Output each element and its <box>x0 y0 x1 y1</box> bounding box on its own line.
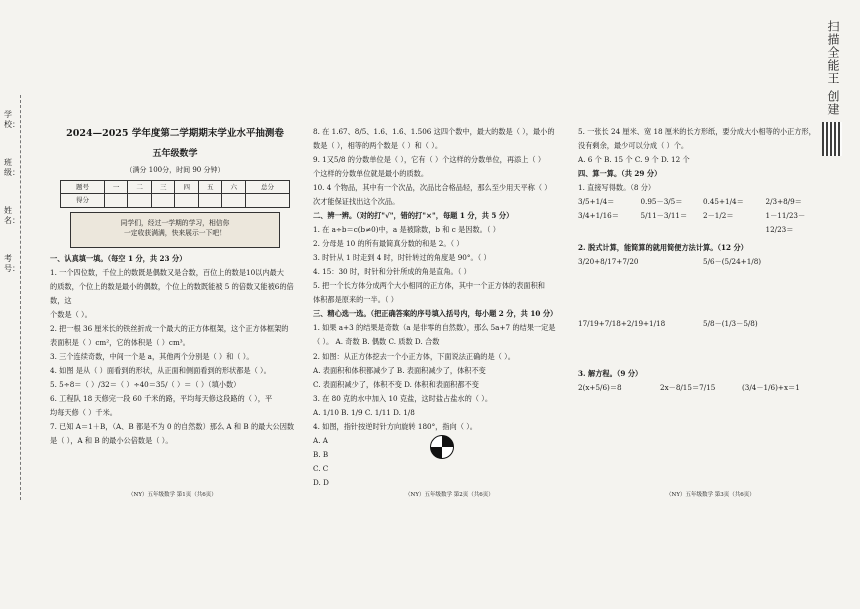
page-1-column <box>50 125 300 448</box>
question-line: A. A <box>313 435 328 445</box>
score-cell: 一 <box>104 180 128 194</box>
question-line: 8. 在 1.67、8/5、1.6、1.6̇、1.506 这四个数中，最大的数是（ ），最小的 <box>313 127 555 136</box>
question-line: 2. 把一根 36 厘米长的铁丝折成一个最大的正方体框架，这个正方体框架的 <box>50 324 289 334</box>
score-cell <box>104 194 128 208</box>
question-line: 10. 4 个物品，其中有一个次品，次品比合格品轻，那么至少用天平称（ ） <box>313 183 552 193</box>
question-line: 表面积是（ ）cm²，它的体积是（ ）cm³。 <box>50 338 190 348</box>
question-line: 三、精心选一选。（把正确答案的序号填入括号内，每小题 2 分，共 10 分） <box>313 309 558 319</box>
calc-item: 3/20+8/17+7/20 <box>578 257 639 267</box>
exam-title: 2024—2025 学年度第二学期期末学业水平抽测卷 <box>66 128 284 139</box>
direct-calc-grid <box>578 195 818 237</box>
equation-item: 2x－8/15＝7/15 <box>660 383 716 393</box>
page-footer: （NY）五年级数学 第3页（共6页） <box>666 492 755 498</box>
question-line: 个数是（ ）。 <box>50 310 92 320</box>
score-cell <box>222 194 246 208</box>
page-3-column <box>578 125 818 395</box>
question-line: C. 表面积减少了，体积不变 D. 体积和表面积都不变 <box>313 379 479 389</box>
id-label: 考号： <box>4 254 20 273</box>
question-list <box>313 125 558 490</box>
score-cell <box>128 194 152 208</box>
score-cell <box>246 194 290 208</box>
question-line: 一、认真填一填。（每空 1 分，共 23 分） <box>50 254 187 264</box>
question-line: 2. 如图：从正方体挖去一个小正方体，下面说法正确的是（ ）。 <box>313 351 515 361</box>
score-cell <box>175 194 199 208</box>
calc-item: 1－11/23－12/23＝ <box>765 211 806 235</box>
calc-item: 3/5+1/4＝ <box>578 197 615 207</box>
calc-item: 2/3+8/9＝ <box>765 197 802 207</box>
question-line: 数是（ ），相等的两个数是（ ）和（ ）。 <box>313 141 443 151</box>
question-line: 4. 15：30 时，时针和分针所成的角是直角。（ ） <box>313 267 471 277</box>
score-cell: 总分 <box>246 180 290 194</box>
question-line: （ ）。 A. 奇数 B. 偶数 C. 质数 D. 合数 <box>313 337 440 347</box>
binding-line <box>20 95 22 500</box>
question-line: 均每天修（ ）千米。 <box>50 408 117 418</box>
question-line: 7. 已知 A＝1＋B，（A、B 都是不为 0 的自然数）那么 A 和 B 的最大公因数 <box>50 422 295 432</box>
question-line: 1. 直接写得数。（8 分） <box>578 183 656 193</box>
class-label: 班级： <box>4 158 20 177</box>
question-line: 5. 把一个长方体分成两个大小相同的正方体，其中一个正方体的表面积和 <box>313 281 545 291</box>
question-line: 3. 在 80 克的水中加入 10 克盐，这时盐占盐水的（ ）。 <box>313 393 493 403</box>
question-line: 6. 工程队 18 天修完一段 60 千米的路，平均每天修这段路的（ ），平 <box>50 394 273 404</box>
question-list <box>578 125 818 195</box>
score-cell: 四 <box>175 180 199 194</box>
score-cell: 得分 <box>61 194 105 208</box>
question-line: A. 6 个 B. 15 个 C. 9 个 D. 12 个 <box>578 155 690 165</box>
question-line: C. C <box>313 463 329 473</box>
question-line: 二、辨一辨。（对的打"√"，错的打"×"，每题 1 分，共 5 分） <box>313 211 514 221</box>
page-footer: （NY）五年级数学 第2页（共6页） <box>405 492 494 498</box>
question-line: 4. 如图 是从（ ）面看到的形状，从正面和侧面看到的形状都是（ ）。 <box>50 366 271 376</box>
question-line: 没有剩余，最少可以分成（ ）个。 <box>578 141 689 151</box>
name-label: 姓名： <box>4 206 20 225</box>
question-line: 1. 如果 a+3 的结果是奇数（a 是非零的自然数），那么 5a+7 的结果一定是 <box>313 323 556 333</box>
scanner-watermark: 扫描全能王 创建 <box>826 20 840 116</box>
question-line: 5. 5÷8＝（ ）/32＝（ ）÷40＝35/（ ）＝（ ）（填小数） <box>50 380 241 390</box>
calc-item: 17/19+7/18+2/19+1/18 <box>578 319 666 329</box>
calc-item: 0.95－3/5＝ <box>640 197 683 207</box>
score-cell <box>198 194 222 208</box>
score-cell: 题号 <box>61 180 105 194</box>
simplify-grid <box>578 255 818 331</box>
score-cell: 二 <box>128 180 152 194</box>
page-footer: （NY）五年级数学 第1页（共6页） <box>128 492 217 498</box>
question-line: 2. 分母是 10 的所有最简真分数的和是 2。（ ） <box>313 239 464 249</box>
calc-item: 0.45+1/4＝ <box>703 197 744 207</box>
calc-item: 5/6－(5/24+1/8) <box>703 257 762 267</box>
student-info-column <box>4 110 20 302</box>
banner-line: 同学们，经过一学期的学习，相信你 <box>120 219 230 228</box>
question-line: A. 表面积和体积都减少了 B. 表面积减少了，体积不变 <box>313 365 486 375</box>
calc-item: 3/4+1/16＝ <box>578 211 619 221</box>
question-line: 4. 如图，指针按逆时针方向旋转 180°，指向（ ）。 <box>313 421 477 431</box>
equation-item: 2(x+5/6)＝8 <box>578 383 622 393</box>
question-line: 1. 一个四位数，千位上的数既是偶数又是合数，百位上的数是10以内最大 <box>50 268 284 278</box>
score-cell <box>151 194 175 208</box>
equation-item: (3/4－1/6)+x＝1 <box>742 383 800 393</box>
spinner-dial-icon <box>430 435 454 459</box>
equation-grid <box>578 381 818 395</box>
qr-code-icon <box>822 122 842 156</box>
exam-subject: 五年级数学 <box>152 148 198 159</box>
question-line: 四、算一算。（共 29 分） <box>578 169 662 179</box>
banner-line: 一定收获满满，快来展示一下吧！ <box>124 229 226 238</box>
school-label: 学校： <box>4 110 20 129</box>
score-cell: 六 <box>222 180 246 194</box>
question-line: 个这样的分数单位就是最小的质数。 <box>313 169 429 179</box>
question-line: B. B <box>313 449 329 459</box>
equation-title: 3. 解方程。（9 分） <box>578 369 643 379</box>
calc-item: 5/8－(1/3－5/8) <box>703 319 758 329</box>
question-line: 是（ ），A 和 B 的最小公倍数是（ ）。 <box>50 436 173 446</box>
question-line: 次才能保证找出这个次品。 <box>313 197 400 207</box>
question-line: 1. 在 a÷b＝c(b≠0)中，a 是被除数，b 和 c 是因数。（ ） <box>313 225 500 235</box>
question-line: 体积都是原来的一半。（ ） <box>313 295 398 305</box>
simplify-title: 2. 脱式计算，能简算的就用简便方法计算。（12 分） <box>578 243 748 253</box>
question-line: 的质数，个位上的数是最小的偶数，个位上的数既能被 5 的倍数又能被6的倍数，这 <box>50 282 294 306</box>
calc-item: 2－1/2＝ <box>703 211 734 221</box>
calc-item: 5/11－3/11＝ <box>640 211 688 221</box>
question-list <box>50 252 300 448</box>
question-line: D. D <box>313 477 329 487</box>
question-line: 9. 1又5/8 的分数单位是（ ），它有（ ）个这样的分数单位，再添上（ ） <box>313 155 546 165</box>
exam-meta: （满分 100分，时间 90 分钟） <box>125 166 225 175</box>
page-2-column <box>313 125 558 490</box>
score-cell: 三 <box>151 180 175 194</box>
encouragement-banner <box>70 212 280 248</box>
score-table <box>60 180 290 208</box>
score-cell: 五 <box>198 180 222 194</box>
question-line: 3. 三个连续奇数，中间一个是 a，其他两个分别是（ ）和（ ）。 <box>50 352 254 362</box>
question-line: 5. 一张长 24 厘米、宽 18 厘米的长方形纸，要分成大小相等的小正方形， <box>578 127 816 136</box>
question-line: 3. 时针从 1 时走到 4 时，时针转过的角度是 90°。（ ） <box>313 253 491 263</box>
question-line: A. 1/10 B. 1/9 C. 1/11 D. 1/8 <box>313 407 415 417</box>
